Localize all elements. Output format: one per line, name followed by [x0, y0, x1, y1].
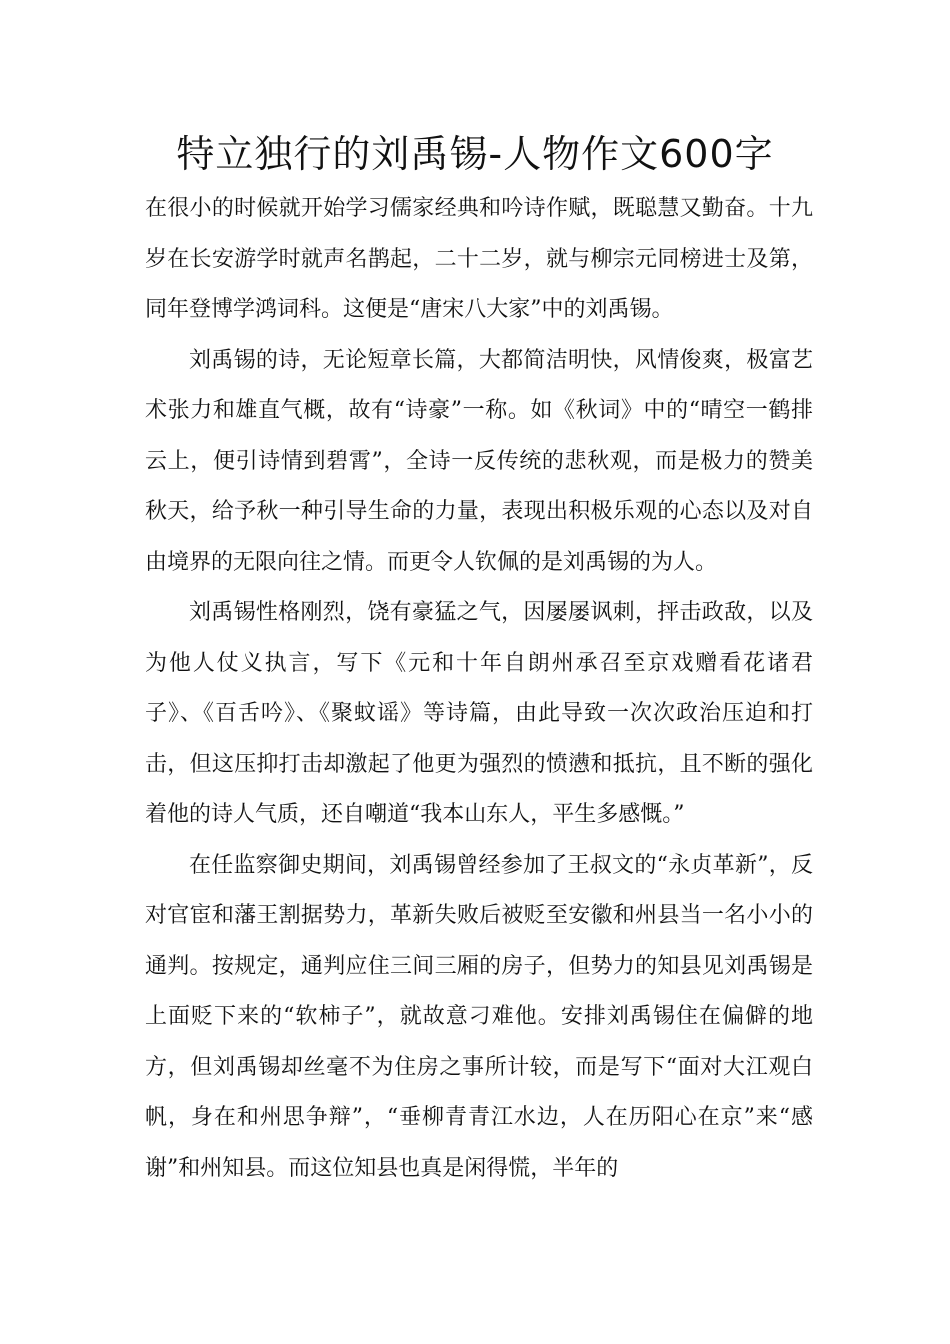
paragraph-4: 在任监察御史期间，刘禹锡曾经参加了王叔文的“永贞革新”，反对官宦和藩王割据势力，革新失败后被贬至安徽和州县当一名小小的通判。按规定，通判应住三间三厢的房子，但势力的知县见刘禹锡是上面贬下来的“软柿子”，就故意刁难他。安排刘禹锡住在偏僻的地方，但刘禹锡却丝毫不为住房之事所计较，而是写下“面对大江观白帆，身在和州思争辩”，“垂柳青青江水边，人在历阳心在京”来“感谢”和州知县。而这位知县也真是闲得慌，半年的 [145, 852, 813, 1181]
paragraph-3: 刘禹锡性格刚烈，饶有豪猛之气，因屡屡讽刺，抨击政敌，以及为他人仗义执言，写下《元和十年自朗州承召至京戏赠看花诸君子》、《百舌吟》、《聚蚊谣》等诗篇，由此导致一次次政治压迫和打击，但这压抑打击却激起了他更为强烈的愤懑和抵抗，且不断的强化着他的诗人气质，还自嘲道“我本山东人，平生多感慨。” [145, 600, 813, 827]
page-title: 特立独行的刘禹锡-人物作文600字 [176, 132, 774, 176]
paragraph-1: 在很小的时候就开始学习儒家经典和吟诗作赋，既聪慧又勤奋。十九岁在长安游学时就声名鹊起，二十二岁，就与柳宗元同榜进士及第，同年登博学鸿词科。这便是“唐宋八大家”中的刘禹锡。 [145, 196, 813, 322]
paragraph-2: 刘禹锡的诗，无论短章长篇，大都简洁明快，风情俊爽，极富艺术张力和雄直气概，故有“诗豪”一称。如《秋词》中的“晴空一鹤排云上，便引诗情到碧霄”，全诗一反传统的悲秋观，而是极力的赞美秋天，给予秋一种引导生命的力量，表现出积极乐观的心态以及对自由境界的无限向往之情。而更令人钦佩的是刘禹锡的为人。 [145, 347, 813, 575]
document-body [145, 184, 813, 1194]
